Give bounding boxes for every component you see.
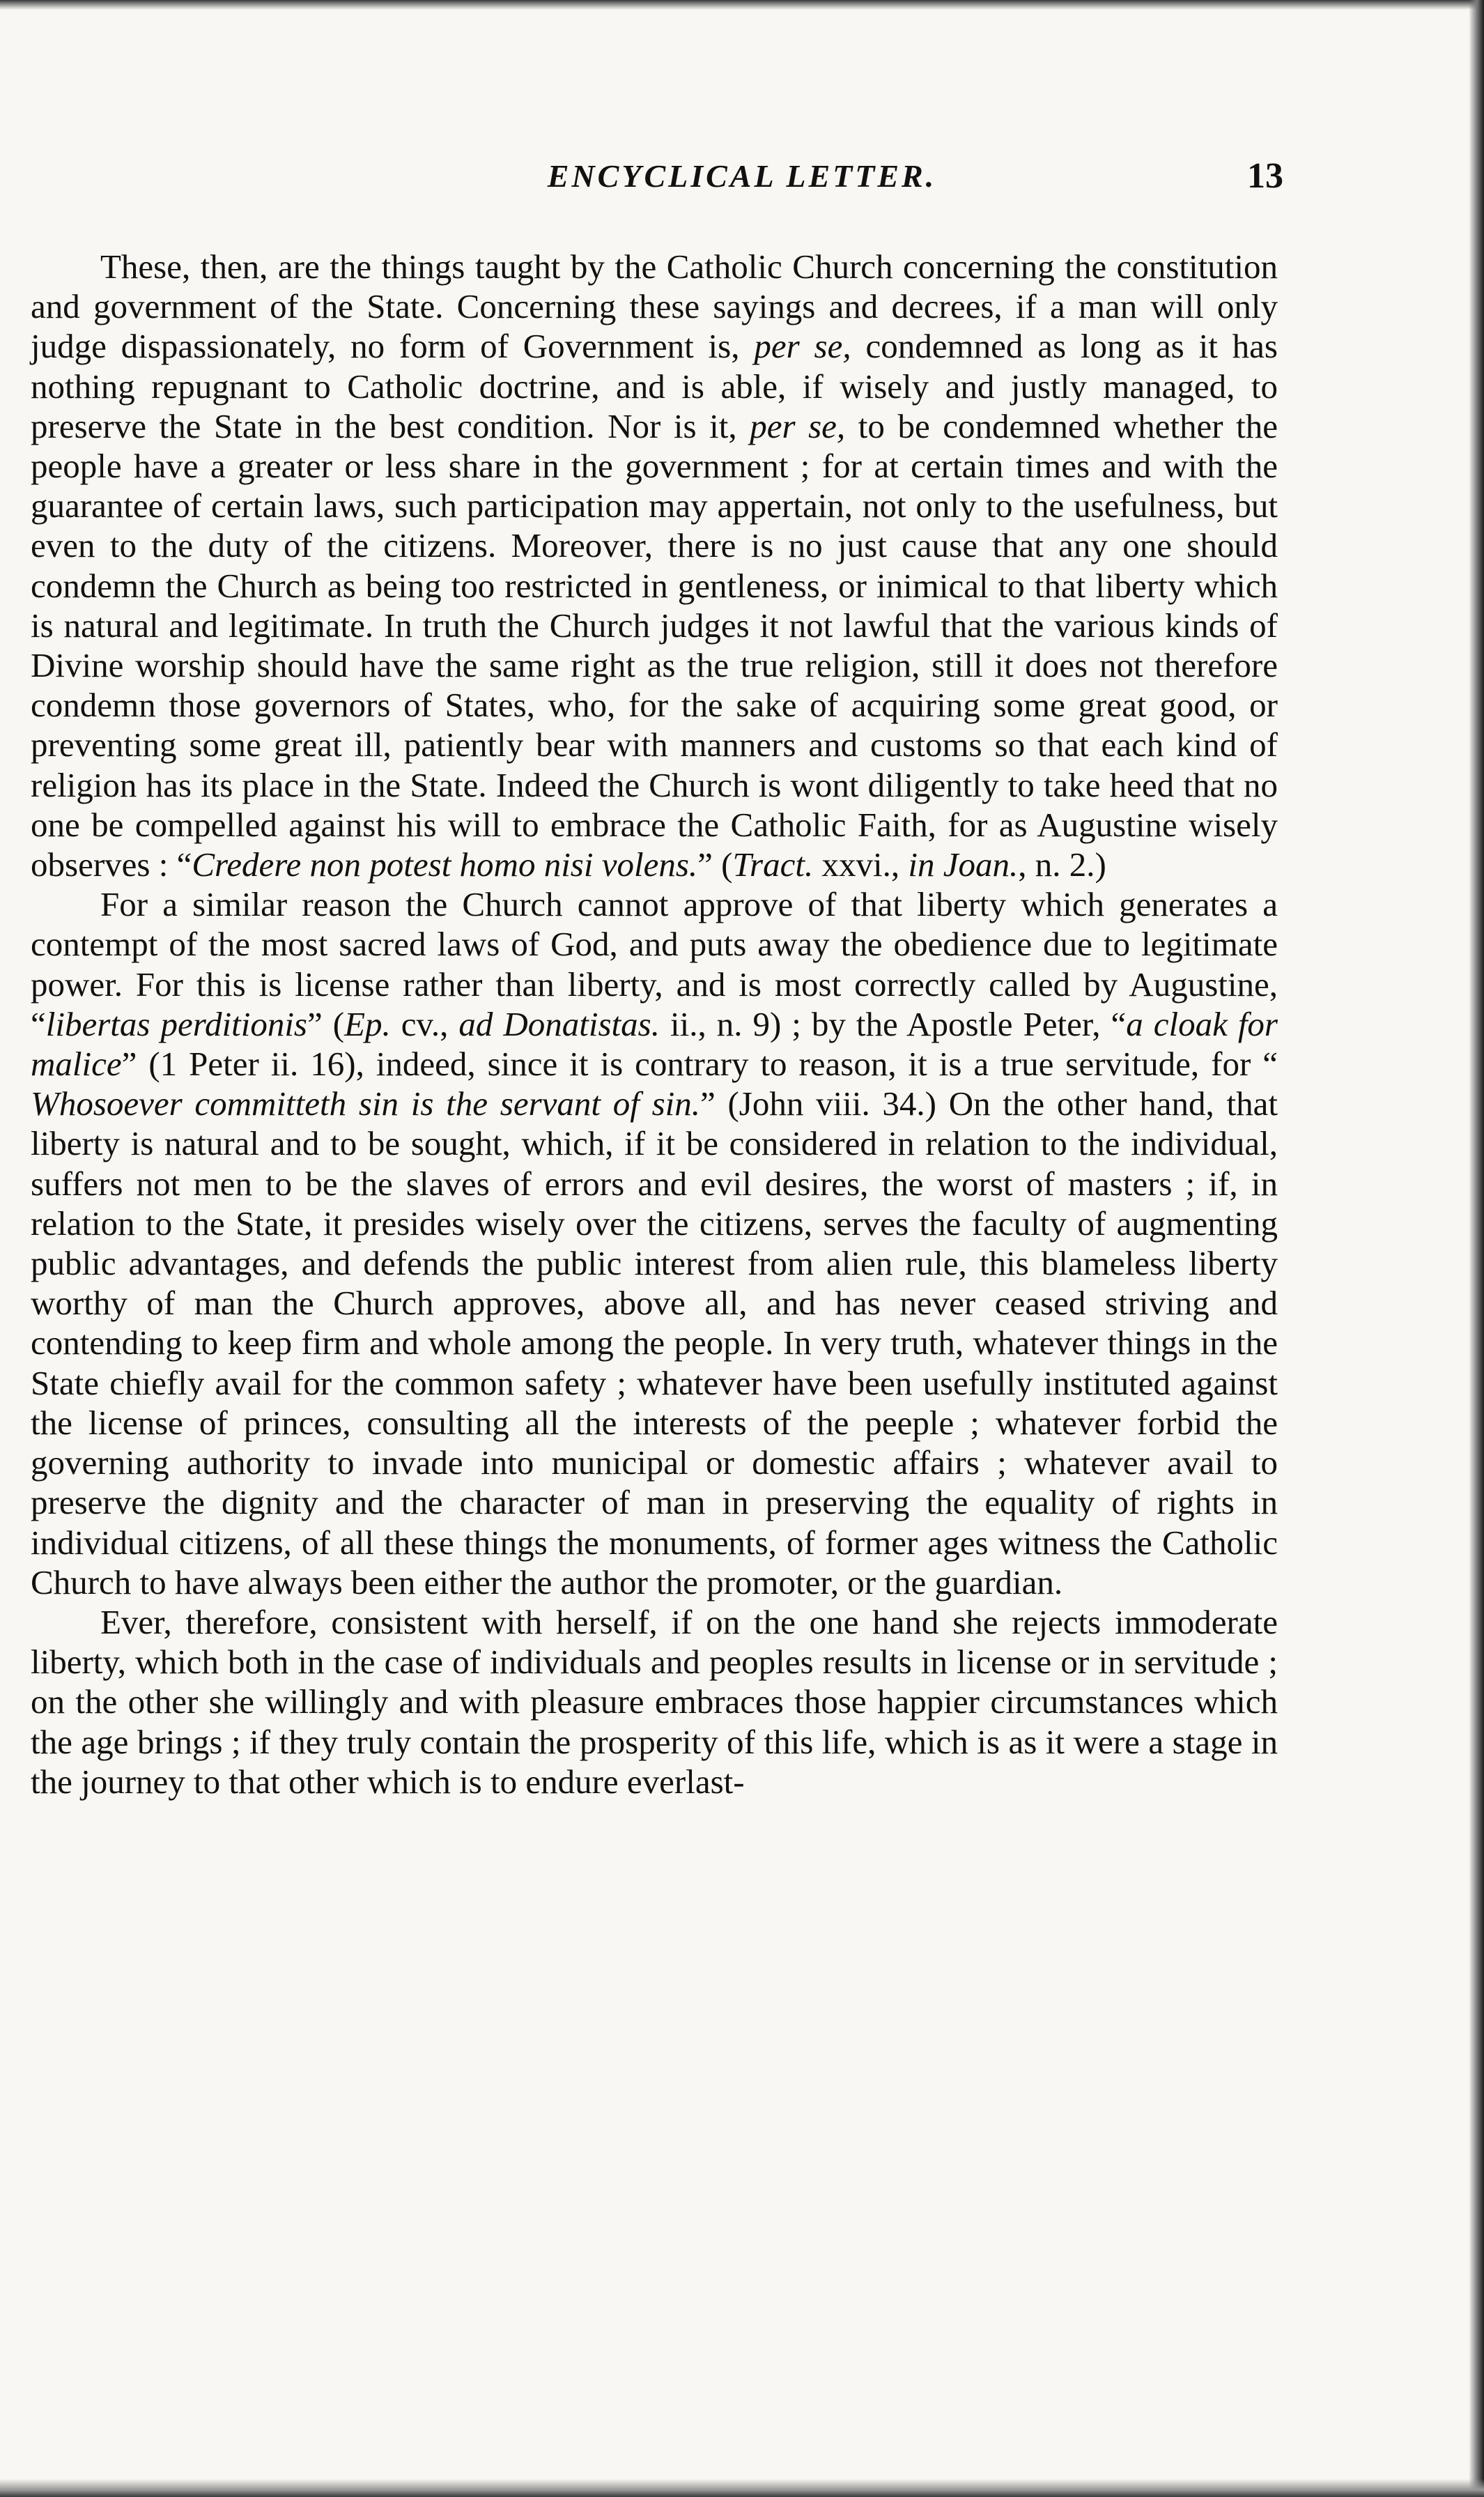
- text-run: condemned as long as it has nothing repugnant to Catholic doctrine, and is able, if wisely and justly managed, to preserve the State in the best condition. Nor is it,: [31, 327, 1278, 445]
- text-run: ” (: [307, 1004, 345, 1043]
- text-run: ” (1 Peter ii. 16), indeed, since it is contrary to reason, it is a true servitude, for “: [121, 1045, 1278, 1084]
- page-bottom-shadow: [0, 2479, 1484, 2497]
- italic-run: Ep.: [344, 1004, 391, 1043]
- text-run: ” (John viii. 34.) On the other hand, that liberty is natural and to be sought, which, if it be considered in relation to the individual, suffers not men to be the slaves of errors and evil desires, the worst of masters ; if, in relation to the State, it presides wisely over the citizens, serves the faculty of augmenting public advantages, and defends the public interest from alien rule, this blameless liberty worthy of man the Church approves, above all, and has never ceased striving and contending to keep firm and whole among the people. In very truth, whatever things in the State chiefly avail for the common safety ; whatever have been usefully instituted against the license of princes, consulting all the interests of the peeple ; whatever forbid the governing authority to invade into municipal or domestic affairs ; whatever avail to preserve the dignity and the character of man in preserving the equality of rights in individual citizens, of all these things the monuments, of former ages witness the Catholic Church to have always been either the author the promoter, or the guardian.: [31, 1084, 1278, 1601]
- body-text: [31, 247, 1278, 1801]
- text-run: xxvi.,: [813, 845, 909, 884]
- italic-run: ad Donatistas.: [458, 1004, 660, 1043]
- text-run: These, then, are the things taught by the Catholic Church concerning the constitution and government of the State. Concerning these sayings and decrees, if a man will only judge dispassionately, no form of Government is,: [31, 247, 1278, 366]
- text-run: ii., n. 9) ; by the Apostle Peter, “: [659, 1004, 1127, 1043]
- page-number: 13: [1247, 156, 1283, 196]
- text-run: , n. 2.): [1018, 845, 1106, 884]
- page-top-shadow: [0, 0, 1484, 10]
- italic-run: Credere non potest homo nisi volens.: [192, 845, 698, 884]
- running-head: [0, 152, 1484, 201]
- italic-run: per se,: [754, 327, 851, 366]
- italic-run: Tract.: [732, 845, 814, 884]
- italic-run: libertas perditionis: [45, 1004, 308, 1043]
- italic-run: in Joan.: [908, 845, 1019, 884]
- page-right-shadow: [1469, 0, 1484, 2497]
- running-title: ENCYCLICAL LETTER.: [547, 158, 937, 194]
- italic-run: per se,: [750, 406, 846, 445]
- paragraph-2: [31, 884, 1278, 1602]
- text-run: ” (: [697, 845, 733, 884]
- text-run: to be condemned whether the people have a greater or less share in the government ; for at certain times and with the guarantee of certain laws, such participation may appertain, not only to the usefulness, but even to the duty of the citizens. Moreover, there is no just cause that any one should condemn the Church as being too restricted in gentleness, or inimical to that liberty which is natural and legitimate. In truth the Church judges it not lawful that the various kinds of Divine worship should have the same right as the true religion, still it does not therefore condemn those governors of States, who, for the sake of acquiring some great good, or preventing some great ill, patiently bear with manners and customs so that each kind of religion has its place in the State. Indeed the Church is wont diligently to take heed that no one be compelled against his will to embrace the Catholic Faith, for as Augustine wisely observes : “: [31, 406, 1278, 884]
- text-run: Ever, therefore, consistent with herself, if on the one hand she rejects immoderate liberty, which both in the case of individuals and peoples results in license or in servitude ; on the other she willingly and with pleasure embraces those happier circumstances which the age brings ; if they truly contain the prosperity of this life, which is as it were a stage in the journey to that other which is to endure everlast-: [31, 1602, 1278, 1801]
- paragraph-1: [31, 247, 1278, 884]
- text-run: For a similar reason the Church cannot approve of that liberty which generates a contempt of the most sacred laws of God, and puts away the obedience due to legitimate power. For this is license rather than liberty, and is most correctly called by Augustine, “: [31, 885, 1278, 1043]
- paragraph-3: [31, 1602, 1278, 1801]
- italic-run: a cloak for malice: [31, 1004, 1278, 1084]
- text-run: cv.,: [390, 1004, 459, 1043]
- italic-run: Whosoever committeth sin is the servant of sin.: [31, 1084, 701, 1123]
